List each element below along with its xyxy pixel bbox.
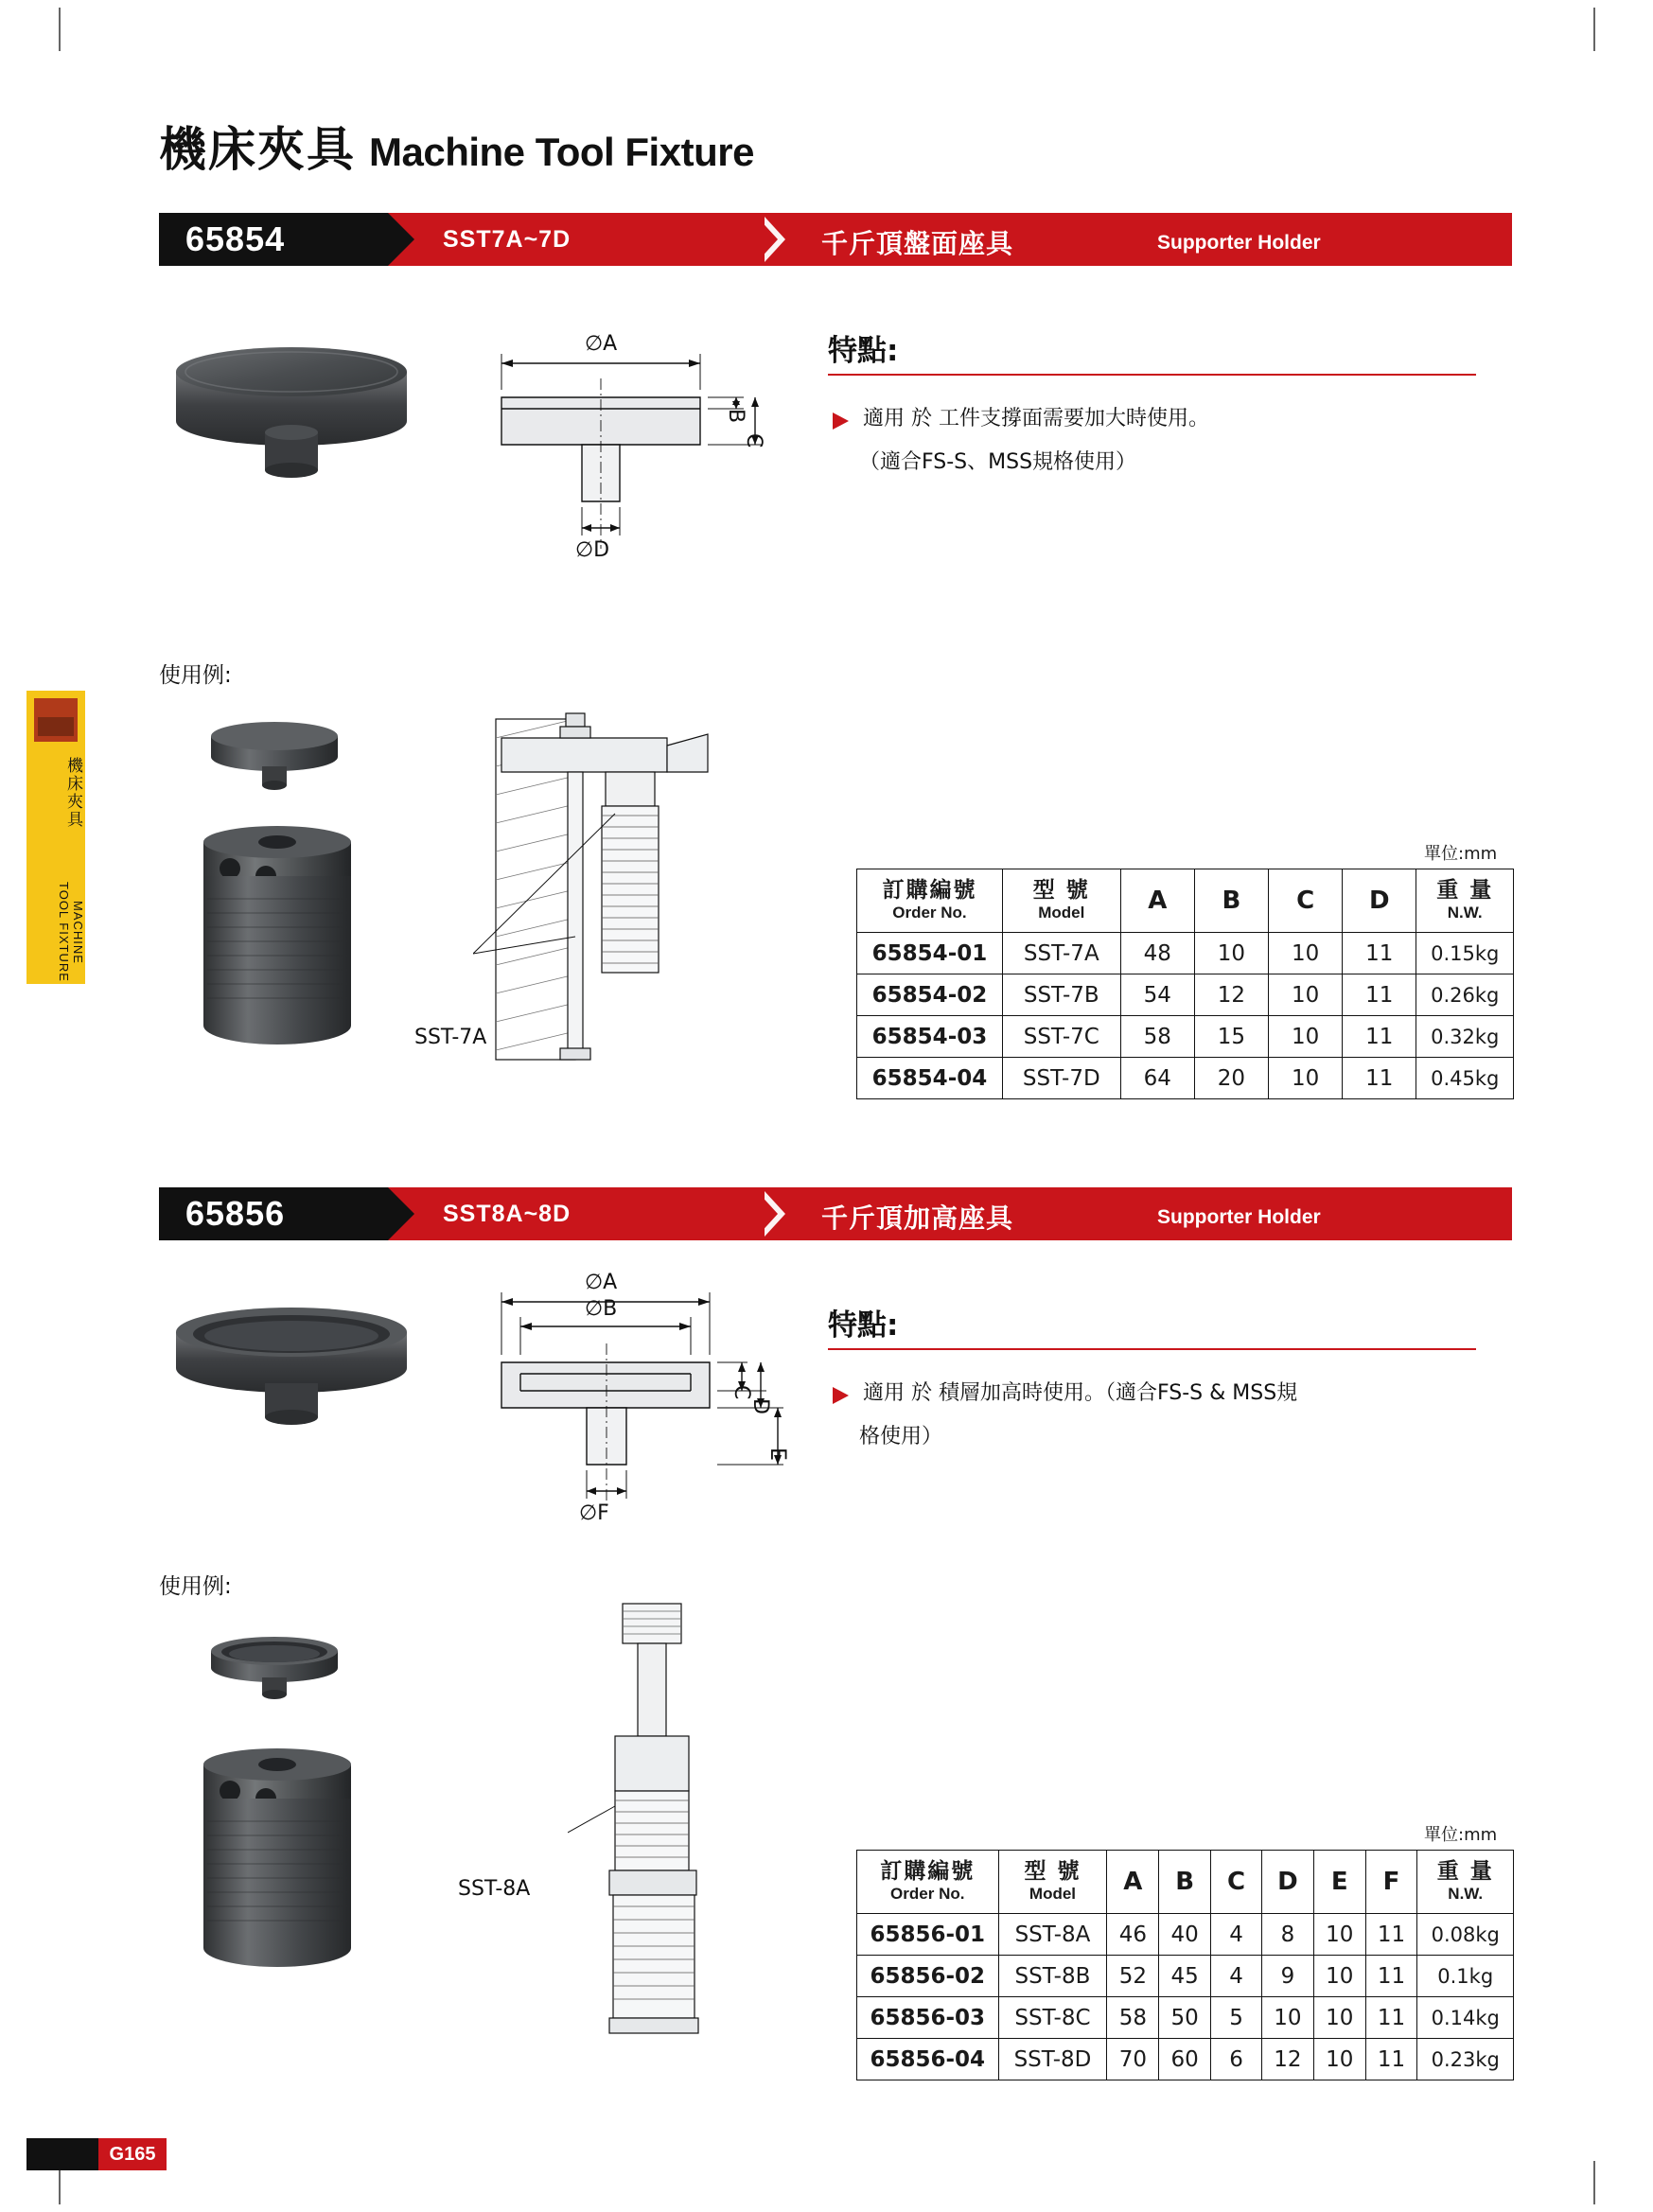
cell-b: 12	[1194, 974, 1268, 1016]
cell-d: 11	[1343, 933, 1416, 974]
cell-a: 58	[1120, 1016, 1194, 1058]
svg-text:∅B: ∅B	[585, 1297, 618, 1321]
usage-drawing-65856	[568, 1594, 795, 2067]
col-order-no-cn: 訂購編號	[882, 878, 977, 903]
table-row	[857, 974, 1514, 1016]
table-row	[857, 1956, 1514, 1997]
banner-code-arrow	[388, 1187, 414, 1240]
svg-text:∅A: ∅A	[585, 1271, 618, 1294]
col-b: B	[1194, 869, 1268, 933]
cell-e: 10	[1313, 1956, 1365, 1997]
feature-line-1-65856: 適用 於 積層加高時使用。（適合FS-S & MSS規	[863, 1381, 1298, 1405]
cell-order-no: 65856-01	[857, 1914, 999, 1956]
usage-drawing-65854	[473, 700, 795, 1107]
cell-a: 64	[1120, 1058, 1194, 1099]
dimension-drawing-65856	[464, 1268, 795, 1552]
feature-title-65856: 特點:	[828, 1308, 899, 1343]
col-model-en: Model	[1029, 1885, 1077, 1903]
cell-weight: 0.23kg	[1417, 2039, 1514, 2080]
cell-model: SST-8D	[998, 2039, 1107, 2080]
svg-text:E: E	[765, 1448, 789, 1461]
page-title-cn: 機床夾具	[159, 122, 356, 177]
crop-mark-tl-v	[59, 8, 61, 51]
cell-e: 10	[1313, 2039, 1365, 2080]
cell-d: 11	[1343, 1016, 1416, 1058]
side-tab	[26, 691, 85, 984]
unit-note-65854: 單位:mm	[1424, 844, 1498, 864]
cell-order-no: 65854-03	[857, 1016, 1003, 1058]
cell-model: SST-8C	[998, 1997, 1107, 2039]
col-c: C	[1269, 869, 1343, 933]
cell-b: 45	[1159, 1956, 1211, 1997]
cell-d: 12	[1262, 2039, 1314, 2080]
section-name-cn: 千斤頂盤面座具	[821, 228, 1014, 259]
cell-weight: 0.14kg	[1417, 1997, 1514, 2039]
col-f: F	[1365, 1851, 1417, 1914]
page-title	[159, 112, 754, 180]
crop-mark-tr-v	[1593, 8, 1595, 51]
table-row	[857, 1016, 1514, 1058]
col-d: D	[1343, 869, 1416, 933]
col-c: C	[1211, 1851, 1262, 1914]
cell-c: 10	[1269, 933, 1343, 974]
col-a: A	[1120, 869, 1194, 933]
section-name-en: Supporter Holder	[1157, 232, 1321, 254]
col-e: E	[1313, 1851, 1365, 1914]
cell-weight: 0.26kg	[1416, 974, 1514, 1016]
cell-order-no: 65854-01	[857, 933, 1003, 974]
cell-weight: 0.08kg	[1417, 1914, 1514, 1956]
col-order-no-en: Order No.	[890, 1885, 965, 1903]
svg-text:∅A: ∅A	[585, 332, 618, 356]
page-footer	[26, 2138, 167, 2170]
dimension-drawing-65854	[464, 322, 785, 577]
banner-chevron	[765, 213, 789, 266]
table-row	[857, 1997, 1514, 2039]
svg-text:D: D	[748, 1398, 772, 1414]
cell-model: SST-7D	[1002, 1058, 1120, 1099]
col-a: A	[1107, 1851, 1159, 1914]
col-weight-en: N.W.	[1447, 904, 1483, 922]
cell-e: 10	[1313, 1914, 1365, 1956]
usage-label-65854: 使用例:	[159, 663, 232, 688]
cell-model: SST-7C	[1002, 1016, 1120, 1058]
table-row	[857, 2039, 1514, 2080]
side-tab-label-cn: 機床夾具	[63, 757, 82, 829]
cell-model: SST-8A	[998, 1914, 1107, 1956]
col-model-cn: 型 號	[1032, 878, 1090, 903]
cell-b: 40	[1159, 1914, 1211, 1956]
cell-b: 50	[1159, 1997, 1211, 2039]
page-number: G165	[98, 2138, 167, 2170]
cell-a: 48	[1120, 933, 1194, 974]
usage-photo-65854	[175, 710, 421, 1088]
cell-c: 10	[1269, 1058, 1343, 1099]
cell-b: 10	[1194, 933, 1268, 974]
cell-c: 6	[1211, 2039, 1262, 2080]
cell-c: 4	[1211, 1956, 1262, 1997]
col-weight	[1416, 869, 1514, 933]
col-model-en: Model	[1038, 904, 1085, 922]
table-header-row	[857, 1851, 1514, 1914]
banner-chevron	[765, 1187, 789, 1240]
cell-e: 10	[1313, 1997, 1365, 2039]
cell-c: 10	[1269, 1016, 1343, 1058]
product-photo-65856	[159, 1287, 443, 1466]
spec-table-65856	[856, 1850, 1514, 2080]
section-banner-65856	[159, 1187, 1512, 1240]
cell-a: 58	[1107, 1997, 1159, 2039]
col-weight	[1417, 1851, 1514, 1914]
section-model-range: SST7A~7D	[443, 226, 572, 253]
table-header-row	[857, 869, 1514, 933]
cell-d: 11	[1343, 1058, 1416, 1099]
cell-c: 4	[1211, 1914, 1262, 1956]
table-row	[857, 1058, 1514, 1099]
feature-bullet-65856	[833, 1387, 849, 1404]
svg-text:∅F: ∅F	[579, 1501, 609, 1525]
part-callout-65856: SST-8A	[458, 1877, 531, 1901]
cell-model: SST-7A	[1002, 933, 1120, 974]
col-d: D	[1262, 1851, 1314, 1914]
section-code: 65854	[185, 219, 286, 258]
cell-weight: 0.1kg	[1417, 1956, 1514, 1997]
feature-line-1-65854: 適用 於 工件支撐面需要加大時使用。	[863, 407, 1209, 430]
col-order-no	[857, 1851, 999, 1914]
section-name-en: Supporter Holder	[1157, 1206, 1321, 1228]
cell-d: 8	[1262, 1914, 1314, 1956]
crop-mark-br-v	[1593, 2161, 1595, 2204]
feature-line-2-65854: （適合FS-S、MSS規格使用）	[859, 450, 1137, 474]
cell-c: 5	[1211, 1997, 1262, 2039]
cell-f: 11	[1365, 1914, 1417, 1956]
usage-label-65856: 使用例:	[159, 1574, 232, 1599]
col-weight-cn: 重 量	[1436, 1859, 1494, 1884]
cell-b: 60	[1159, 2039, 1211, 2080]
cell-d: 11	[1343, 974, 1416, 1016]
feature-rule-65856	[828, 1348, 1476, 1350]
cell-order-no: 65856-02	[857, 1956, 999, 1997]
usage-photo-65856	[175, 1623, 421, 2010]
cell-f: 11	[1365, 1997, 1417, 2039]
cell-order-no: 65854-02	[857, 974, 1003, 1016]
feature-line-2-65856: 格使用）	[859, 1425, 943, 1448]
cell-f: 11	[1365, 1956, 1417, 1997]
page-title-en: Machine Tool Fixture	[369, 130, 754, 174]
cell-model: SST-7B	[1002, 974, 1120, 1016]
cell-a: 46	[1107, 1914, 1159, 1956]
toolbox-icon	[34, 698, 78, 742]
section-banner-65854	[159, 213, 1512, 266]
cell-order-no: 65854-04	[857, 1058, 1003, 1099]
cell-f: 11	[1365, 2039, 1417, 2080]
col-weight-en: N.W.	[1448, 1885, 1484, 1903]
cell-a: 54	[1120, 974, 1194, 1016]
spec-table-65854	[856, 869, 1514, 1099]
cell-model: SST-8B	[998, 1956, 1107, 1997]
cell-weight: 0.32kg	[1416, 1016, 1514, 1058]
col-order-no	[857, 869, 1003, 933]
section-name-cn: 千斤頂加高座具	[821, 1203, 1014, 1234]
col-weight-cn: 重 量	[1436, 878, 1494, 903]
cell-weight: 0.45kg	[1416, 1058, 1514, 1099]
cell-b: 20	[1194, 1058, 1268, 1099]
cell-weight: 0.15kg	[1416, 933, 1514, 974]
col-b: B	[1159, 1851, 1211, 1914]
col-model-cn: 型 號	[1024, 1859, 1081, 1884]
side-tab-label-en: MACHINE TOOL FIXTURE	[57, 882, 85, 982]
cell-order-no: 65856-03	[857, 1997, 999, 2039]
cell-d: 9	[1262, 1956, 1314, 1997]
feature-bullet-65854	[833, 413, 849, 430]
section-code: 65856	[185, 1194, 286, 1233]
col-order-no-cn: 訂購編號	[880, 1859, 976, 1884]
svg-text:B: B	[724, 409, 747, 424]
table-row	[857, 1914, 1514, 1956]
banner-code-arrow	[388, 213, 414, 266]
section-model-range: SST8A~8D	[443, 1201, 572, 1227]
col-order-no-en: Order No.	[892, 904, 967, 922]
svg-text:∅D: ∅D	[575, 538, 610, 562]
feature-rule-65854	[828, 374, 1476, 376]
unit-note-65856: 單位:mm	[1424, 1825, 1498, 1845]
col-model	[1002, 869, 1120, 933]
feature-title-65854: 特點:	[828, 334, 899, 368]
table-row	[857, 933, 1514, 974]
product-photo-65854	[159, 326, 443, 506]
part-callout-65854: SST-7A	[414, 1026, 487, 1049]
svg-text:C: C	[730, 1385, 753, 1400]
svg-text:C: C	[742, 433, 765, 448]
cell-b: 15	[1194, 1016, 1268, 1058]
cell-order-no: 65856-04	[857, 2039, 999, 2080]
cell-a: 70	[1107, 2039, 1159, 2080]
cell-c: 10	[1269, 974, 1343, 1016]
cell-d: 10	[1262, 1997, 1314, 2039]
cell-a: 52	[1107, 1956, 1159, 1997]
col-model	[998, 1851, 1107, 1914]
